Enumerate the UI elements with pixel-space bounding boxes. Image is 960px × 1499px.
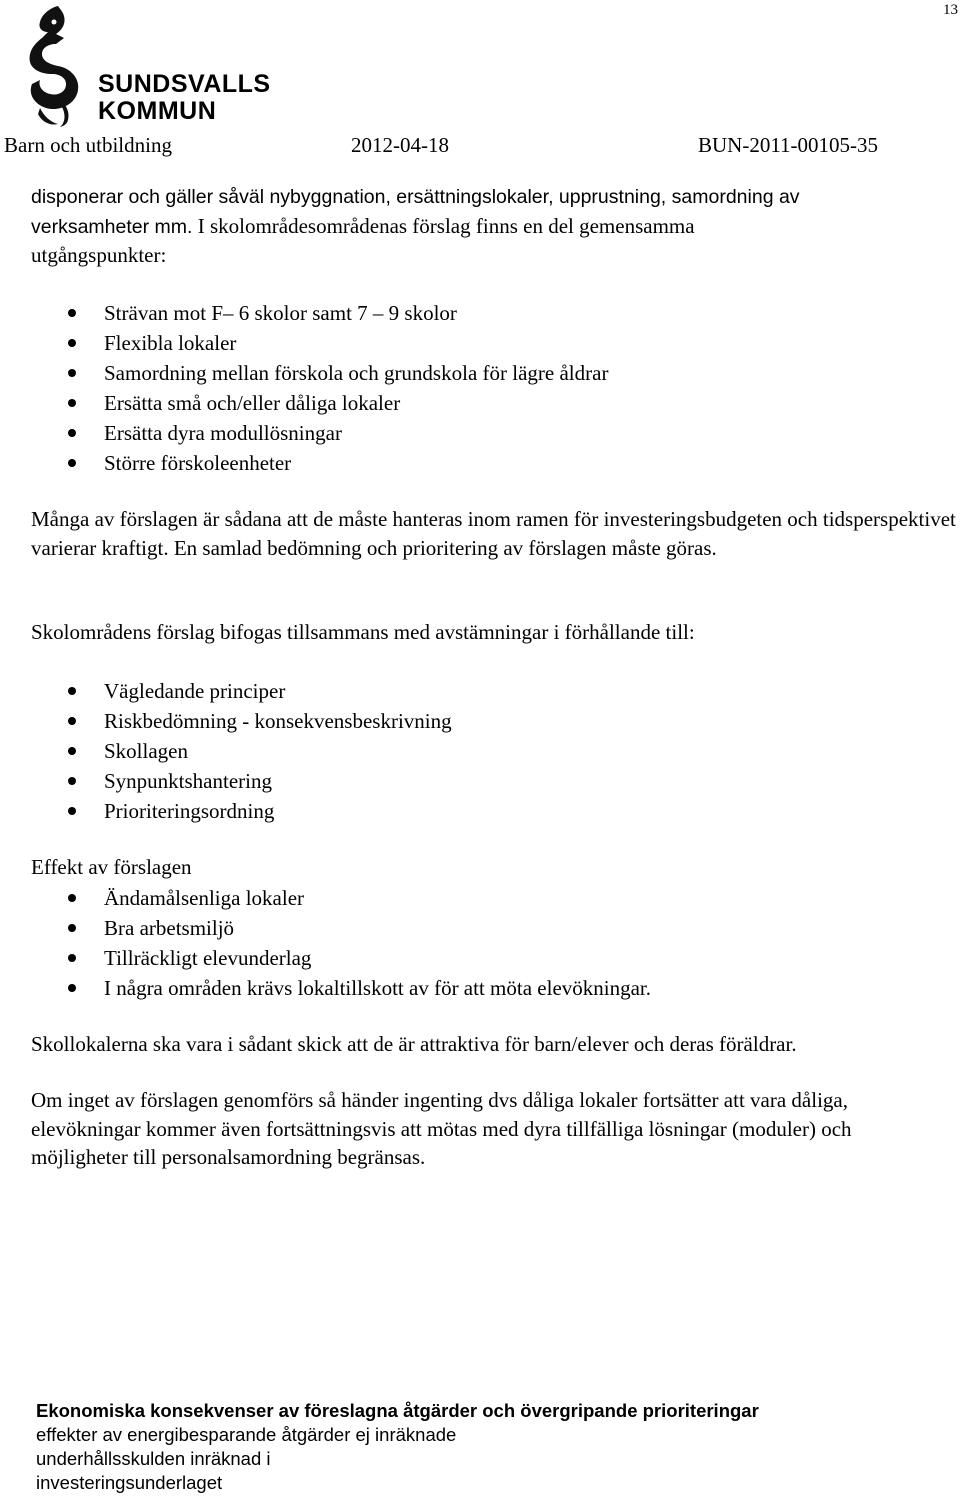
intro-line-2 [31,212,931,242]
starting-points-list [0,298,608,478]
footer-line-3: investeringsunderlaget [36,1472,223,1493]
reconciliation-list [0,676,452,826]
list-item: Större förskoleenheter [0,448,608,478]
list-item: Bra arbetsmiljö [0,913,651,943]
intro-line-2-sans: verksamheter mm. [31,215,193,238]
intro-paragraph [31,183,931,270]
intro-line-1: disponerar och gäller såväl nybyggnation, ersättningslokaler, upprustning, samordning av [31,186,800,208]
school-areas-paragraph: Skolområdens förslag bifogas tillsammans med avstämningar i förhållande till: [31,620,695,644]
list-item: Flexibla lokaler [0,328,608,358]
premises-paragraph: Skollokalerna ska vara i sådant skick att de är attraktiva för barn/elever och deras föräldrar. [31,1032,797,1056]
list-item: Synpunktshantering [0,766,452,796]
dragon-emblem-icon [20,4,100,128]
list-item: Ändamålsenliga lokaler [0,883,651,913]
footer-line-1: effekter av energibesparande åtgärder ej inräknade [36,1424,457,1445]
municipality-logo [20,4,271,128]
header-date: 2012-04-18 [351,133,449,157]
effects-list [0,883,651,1003]
footer-notes [36,1399,759,1495]
list-item: Ersätta små och/eller dåliga lokaler [0,388,608,418]
footer-title: Ekonomiska konsekvenser av föreslagna åtgärder och övergripande prioriteringar [36,1400,759,1421]
footer-line-2: underhållsskulden inräknad i [36,1448,271,1469]
logo-line-1: SUNDSVALLS [98,70,271,98]
logo-line-2: KOMMUN [98,97,217,125]
list-item: Ersätta dyra modullösningar [0,418,608,448]
effects-heading: Effekt av förslagen [31,855,192,879]
proposals-paragraph: Många av förslagen är sådana att de måste hanteras inom ramen för investeringsbudgeten och tidsperspektivet varierar kraftigt. En samlad bedömning och prioritering av förslagen måste göras. [31,507,956,560]
intro-line-2-rest: I skolområdesområdenas förslag finns en del gemensamma [192,213,695,238]
list-item: Samordning mellan förskola och grundskola för lägre åldrar [0,358,608,388]
list-item: Prioriteringsordning [0,796,452,826]
intro-line-3: utgångspunkter: [31,243,167,267]
header-reference: BUN-2011-00105-35 [698,133,879,157]
list-item: Tillräckligt elevunderlag [0,943,651,973]
consequence-paragraph: Om inget av förslagen genomförs så händer ingenting dvs dåliga lokaler fortsätter att vara dåliga, elevökningar kommer även fortsättningsvis att mötas med dyra tillfälliga lösningar (moduler) och möjligheter till personalsamordning begränsas. [31,1088,852,1169]
list-item: I några områden krävs lokaltillskott av för att möta elevökningar. [0,973,651,1003]
list-item: Riskbedömning - konsekvensbeskrivning [0,706,452,736]
list-item: Strävan mot F– 6 skolor samt 7 – 9 skolor [0,298,608,328]
list-item: Skollagen [0,736,452,766]
page-number: 13 [943,2,958,18]
list-item: Vägledande principer [0,676,452,706]
header-department: Barn och utbildning [4,133,172,157]
